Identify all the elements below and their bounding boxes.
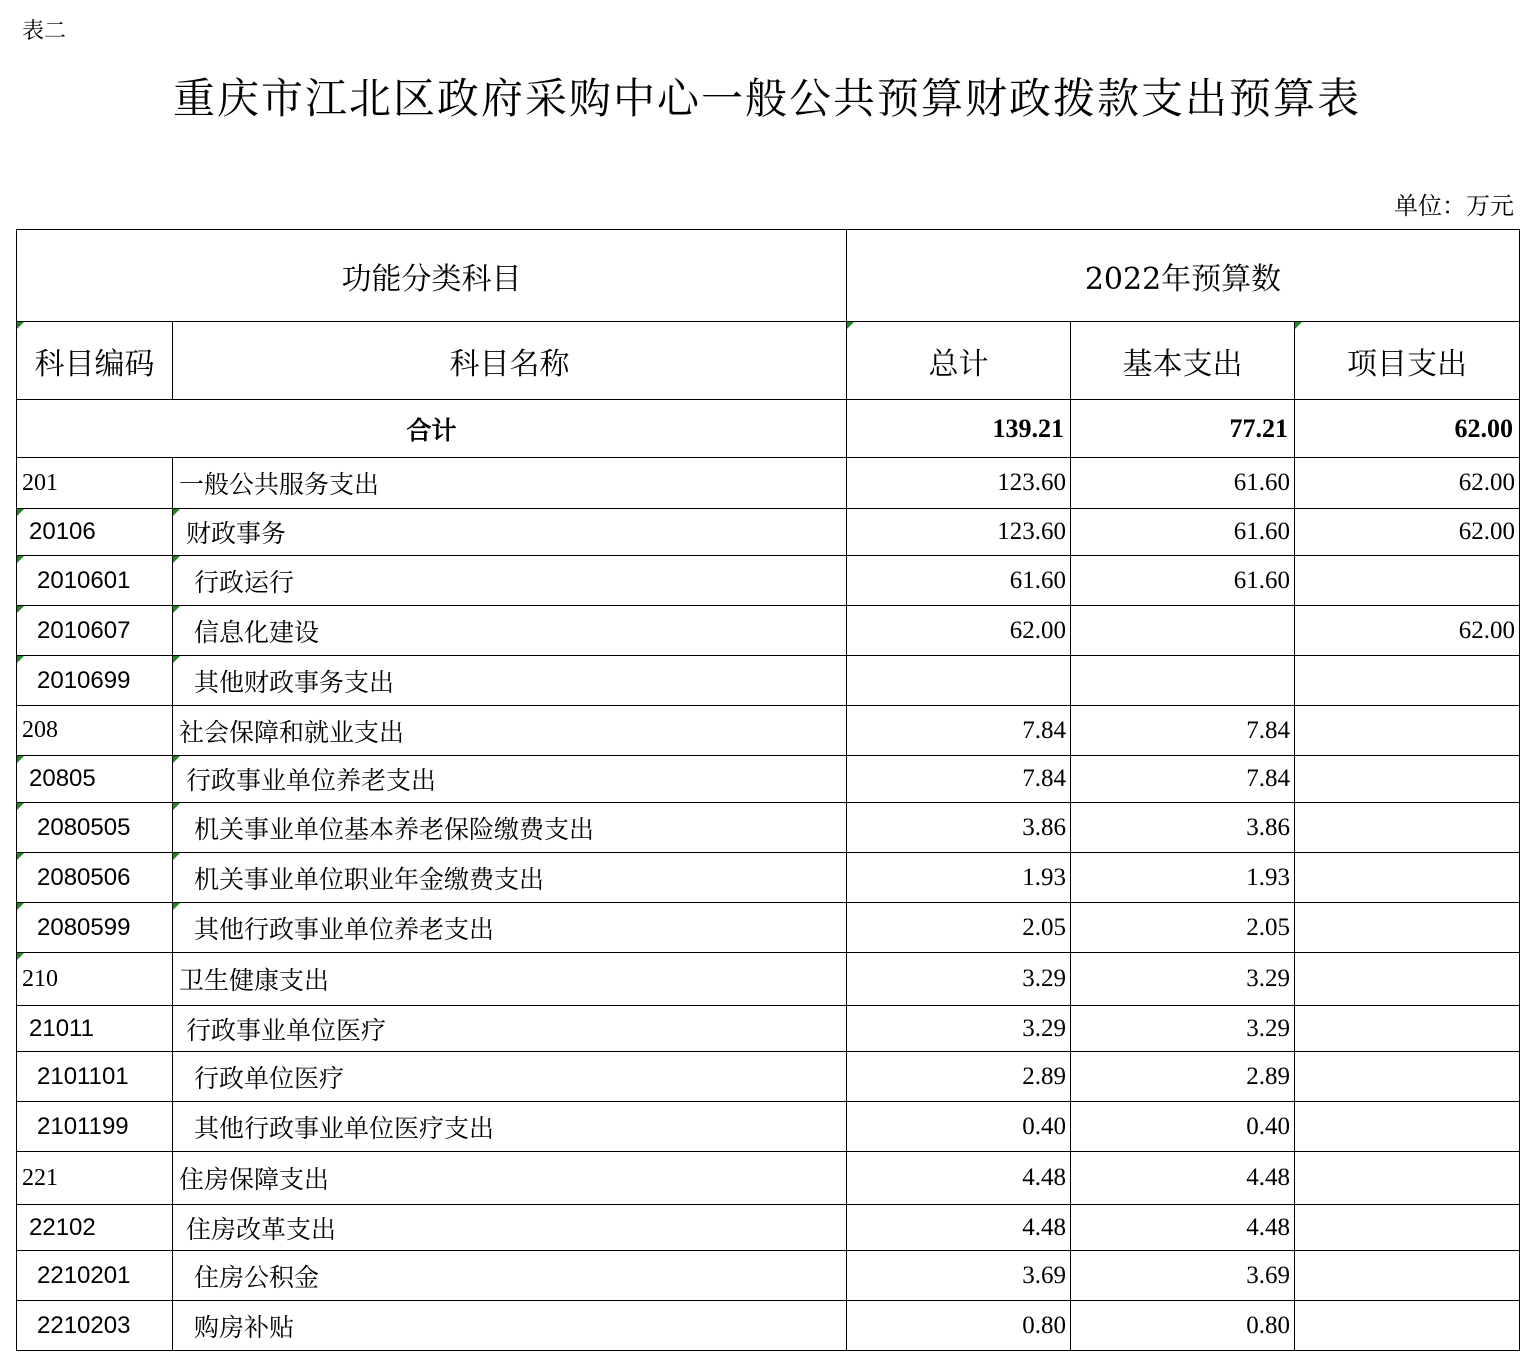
row-project [1295,953,1520,1006]
row-name: 信息化建设 [173,606,847,656]
header-row-2 [17,322,1520,400]
table-row [17,853,1520,903]
row-project [1295,1006,1520,1052]
row-project: 62.00 [1295,509,1520,556]
name-header: 科目名称 [173,322,847,400]
basic-header: 基本支出 [1071,322,1295,400]
row-basic: 0.80 [1071,1301,1295,1351]
row-total: 3.29 [847,953,1071,1006]
row-code: 2010699 [17,656,173,706]
code-header: 科目编码 [17,322,173,400]
table-row [17,509,1520,556]
row-code: 20106 [17,509,173,556]
table-row [17,1052,1520,1102]
row-total: 3.29 [847,1006,1071,1052]
row-code: 201 [17,458,173,509]
row-basic: 3.29 [1071,1006,1295,1052]
row-code: 21011 [17,1006,173,1052]
row-basic: 2.89 [1071,1052,1295,1102]
table-row [17,903,1520,953]
table-row [17,458,1520,509]
row-total: 61.60 [847,556,1071,606]
row-project: 62.00 [1295,606,1520,656]
header-row-1 [17,230,1520,322]
table-row [17,1251,1520,1301]
row-name: 住房保障支出 [173,1152,847,1205]
project-header: 项目支出 [1295,322,1520,400]
sum-project: 62.00 [1295,400,1520,458]
page-title: 重庆市江北区政府采购中心一般公共预算财政拨款支出预算表 [172,74,1361,123]
table-row [17,803,1520,853]
row-code: 210 [17,953,173,1006]
row-name: 其他财政事务支出 [173,656,847,706]
row-project: 62.00 [1295,458,1520,509]
row-code: 2010607 [17,606,173,656]
row-total: 123.60 [847,509,1071,556]
row-project [1295,903,1520,953]
table-row [17,1006,1520,1052]
row-total: 2.89 [847,1052,1071,1102]
row-basic: 4.48 [1071,1205,1295,1251]
row-code: 2210201 [17,1251,173,1301]
row-code: 208 [17,706,173,756]
row-project [1295,803,1520,853]
table-row [17,1152,1520,1205]
table-row [17,1205,1520,1251]
row-total: 3.69 [847,1251,1071,1301]
row-code: 20805 [17,756,173,803]
row-name: 行政单位医疗 [173,1052,847,1102]
row-name: 社会保障和就业支出 [173,706,847,756]
row-basic: 2.05 [1071,903,1295,953]
row-basic: 7.84 [1071,706,1295,756]
row-project [1295,1052,1520,1102]
row-basic: 3.69 [1071,1251,1295,1301]
table-row [17,756,1520,803]
row-project [1295,1205,1520,1251]
table-number-label: 表二 [22,19,67,44]
row-total: 7.84 [847,756,1071,803]
row-basic: 61.60 [1071,556,1295,606]
row-name: 其他行政事业单位养老支出 [173,903,847,953]
sum-basic: 77.21 [1071,400,1295,458]
row-name: 行政运行 [173,556,847,606]
unit-label: 单位：万元 [1394,192,1514,220]
row-basic: 61.60 [1071,509,1295,556]
row-code: 2010601 [17,556,173,606]
row-project [1295,1301,1520,1351]
row-name: 其他行政事业单位医疗支出 [173,1102,847,1152]
row-basic: 61.60 [1071,458,1295,509]
row-name: 机关事业单位职业年金缴费支出 [173,853,847,903]
sum-label: 合计 [17,400,847,458]
row-total: 1.93 [847,853,1071,903]
row-basic: 1.93 [1071,853,1295,903]
row-total: 4.48 [847,1205,1071,1251]
row-code: 2101199 [17,1102,173,1152]
row-basic: 0.40 [1071,1102,1295,1152]
row-total: 7.84 [847,706,1071,756]
row-total: 62.00 [847,606,1071,656]
row-project [1295,706,1520,756]
sum-total: 139.21 [847,400,1071,458]
row-code: 2210203 [17,1301,173,1351]
row-name: 一般公共服务支出 [173,458,847,509]
category-header: 功能分类科目 [17,230,847,322]
row-basic: 3.29 [1071,953,1295,1006]
row-code: 221 [17,1152,173,1205]
table-row [17,1301,1520,1351]
row-name: 财政事务 [173,509,847,556]
row-project [1295,756,1520,803]
row-name: 购房补贴 [173,1301,847,1351]
row-total: 0.80 [847,1301,1071,1351]
table-row [17,556,1520,606]
row-project [1295,556,1520,606]
row-basic [1071,656,1295,706]
row-name: 机关事业单位基本养老保险缴费支出 [173,803,847,853]
row-name: 行政事业单位养老支出 [173,756,847,803]
table-row [17,706,1520,756]
row-project [1295,656,1520,706]
row-total: 0.40 [847,1102,1071,1152]
row-basic: 3.86 [1071,803,1295,853]
table-row [17,656,1520,706]
row-total: 123.60 [847,458,1071,509]
sum-row [17,400,1520,458]
row-basic [1071,606,1295,656]
table-row [17,1102,1520,1152]
table-row [17,953,1520,1006]
row-name: 行政事业单位医疗 [173,1006,847,1052]
row-name: 卫生健康支出 [173,953,847,1006]
row-code: 22102 [17,1205,173,1251]
row-total: 4.48 [847,1152,1071,1205]
budget-table [16,229,1520,1351]
row-total [847,656,1071,706]
row-total: 3.86 [847,803,1071,853]
total-header: 总计 [847,322,1071,400]
row-project [1295,1251,1520,1301]
row-basic: 4.48 [1071,1152,1295,1205]
row-total: 2.05 [847,903,1071,953]
row-project [1295,1102,1520,1152]
row-project [1295,1152,1520,1205]
budget-header: 2022年预算数 [847,230,1520,322]
row-code: 2080505 [17,803,173,853]
row-code: 2080506 [17,853,173,903]
row-code: 2080599 [17,903,173,953]
row-name: 住房改革支出 [173,1205,847,1251]
table-row [17,606,1520,656]
row-project [1295,853,1520,903]
row-basic: 7.84 [1071,756,1295,803]
row-code: 2101101 [17,1052,173,1102]
row-name: 住房公积金 [173,1251,847,1301]
